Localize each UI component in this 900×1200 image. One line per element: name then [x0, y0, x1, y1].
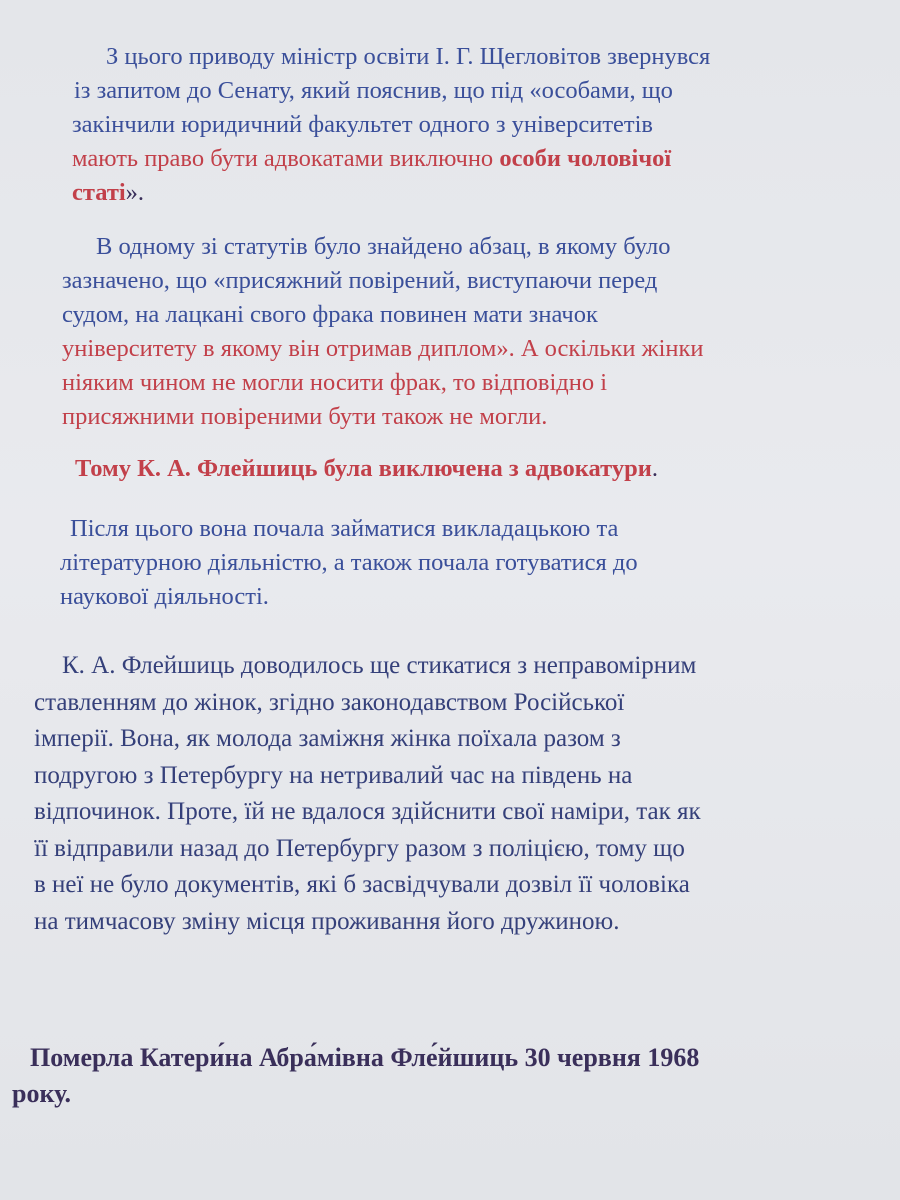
- text-plain: мають право бути адвокатами виключно: [72, 145, 500, 172]
- text-line: її відправили назад до Петербургу разом з поліцією, тому що: [34, 834, 685, 862]
- text-plain: .: [651, 455, 658, 482]
- text-line: наукової діяльності.: [60, 583, 269, 610]
- text-line: [75, 452, 658, 486]
- text-line: судом, на лацкані свого фрака повинен мати значок: [62, 301, 598, 328]
- text-line: закінчили юридичний факультет одного з університетів: [72, 111, 654, 138]
- paragraph-death: [12, 1040, 699, 1112]
- text-line: року.: [12, 1079, 71, 1108]
- text-line: із запитом до Сенату, який пояснив, що під «особами, що: [74, 77, 673, 104]
- text-emphasis: особи чоловічої: [499, 145, 672, 172]
- text-line: на тимчасову зміну місця проживання його дружиною.: [34, 907, 620, 935]
- text-line: в неї не було документів, які б засвідчували дозвіл її чоловіка: [34, 871, 690, 898]
- text-line: Померла Катери́на Абра́мівна Фле́йшиць 30 червня 1968: [30, 1043, 700, 1072]
- text-line: зазначено, що «присяжний повірений, виступаючи перед: [62, 267, 658, 294]
- text-line: В одному зі статутів було знайдено абзац, в якому було: [96, 233, 671, 260]
- text-line: К. А. Флейшиць доводилось ще стикатися з неправомірним: [62, 652, 697, 679]
- text-emphasis: статі: [72, 179, 126, 206]
- text-plain: ».: [125, 179, 145, 206]
- text-line: імперії. Вона, як молода заміжня жінка поїхала разом з: [34, 725, 621, 752]
- text-line: З цього приводу міністр освіти І. Г. Щегловітов звернувся: [106, 43, 711, 70]
- text-line: подругою з Петербургу на нетривалий час на південь на: [34, 761, 633, 789]
- paragraph-exclusion: [75, 452, 658, 486]
- paragraph-statute: [60, 230, 704, 434]
- text-line: [72, 142, 710, 176]
- text-line: [72, 176, 710, 210]
- text-line: відпочинок. Проте, їй не вдалося здійснити свої наміри, так як: [34, 798, 701, 825]
- text-line: ніяким чином не могли носити фрак, то відповідно і: [62, 369, 608, 396]
- paragraph-restrictions: [34, 648, 701, 940]
- text-line: ставленням до жінок, згідно законодавством Російської: [34, 688, 625, 716]
- text-line: Після цього вона почала займатися викладацькою та: [70, 515, 619, 542]
- text-line: літературною діяльністю, а також почала готуватися до: [60, 549, 638, 576]
- paragraph-senate-inquiry: [72, 40, 710, 210]
- paragraph-teaching: [60, 512, 638, 614]
- text-line: університету в якому він отримав диплом». А оскільки жінки: [62, 335, 704, 362]
- text-line: присяжними повіреними бути також не могли.: [62, 403, 548, 430]
- text-emphasis: Тому К. А. Флейшиць була виключена з адвокатури: [75, 455, 652, 482]
